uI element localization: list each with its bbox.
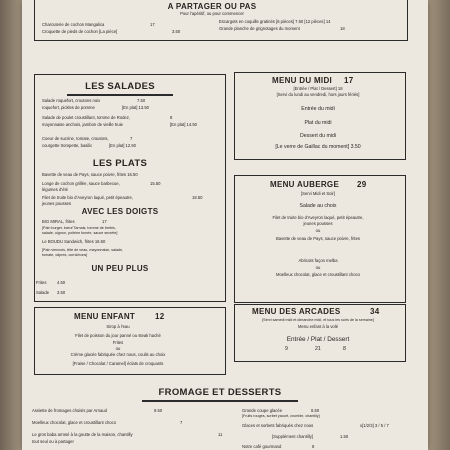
menu-note: [Pain viennois, tête de veau, mayonnaise, salade, (42, 248, 124, 252)
menu-line: tout seul ou à partager (32, 439, 74, 444)
menu-price: 8 (170, 115, 173, 120)
menu-price: 4.50 (57, 280, 66, 285)
menu-price: [En plat] 12.50 (109, 143, 137, 148)
menu-price: 3.50 (57, 290, 66, 295)
menu-or: ou (315, 228, 321, 233)
menu-price: 7.50 (137, 98, 146, 103)
menu-item: Abricots façon melba (298, 258, 338, 263)
menu-line: Frites (36, 280, 47, 285)
menu-line: Coeur de sucrine, tomate, croutons, (42, 136, 109, 141)
menu-line: Le BOUDU Sandwich, frites 16.50 (42, 239, 106, 244)
menu-price: 18.50 (192, 195, 203, 200)
auberge-price: 29 (357, 180, 367, 189)
menu-price: x[1/2/3] 3 / 5 / 7 (360, 423, 389, 428)
midi-title: MENU DU MIDI (272, 76, 333, 85)
menu-item: jeunes pousses (303, 221, 333, 226)
salades-title: LES SALADES (85, 81, 155, 92)
menu-line: Glaces et sorbets fabriqués chez nous (242, 423, 314, 428)
menu-price: 17 (102, 219, 107, 224)
menu-line: Salade roquefort, croutons noix (42, 98, 101, 103)
menu-price: 17 (150, 22, 155, 27)
menu-item: Frites (112, 340, 124, 345)
menu-line: Croquette de pieds de cochon [La pièce] (42, 29, 118, 34)
menu-note: [Servi du lundi au vendredi, hors jours fériés] (276, 92, 360, 97)
menu-line: Moelleux chocolat, glace et croustillant choco (32, 420, 117, 425)
menu-price: 9 (285, 346, 288, 352)
menu-sheet (22, 0, 428, 450)
menu-note: tomate, câpres, cornichons] (42, 253, 88, 257)
menu-line: Escargots en coquille gratinés [6 pièces] 7.50 [12 pièces] 14 (219, 19, 331, 24)
menu-price: 3.50 (172, 29, 181, 34)
menu-line: Charcuterie de cochon Mangalica (42, 22, 105, 27)
menu-price: 9.50 (154, 408, 163, 413)
auberge-title: MENU AUBERGE (270, 180, 340, 189)
menu-line: jeunes pousses (42, 201, 72, 206)
menu-price: 8 (343, 346, 346, 352)
menu-or: ou (115, 346, 121, 351)
menu-item: Crème glacée fabriquée chez nous, coulis au choix (70, 352, 166, 357)
enfant-price: 12 (155, 312, 165, 321)
menu-line: courgette trompette, basilic (42, 143, 93, 148)
title-underline (142, 400, 298, 402)
menu-price: 8 (312, 444, 315, 449)
menu-line: Le gros baba arrosé à la goutte de la maison, chantilly (32, 432, 133, 437)
menu-price: 7 (130, 136, 133, 141)
menu-item: Sirop à l'eau (106, 324, 130, 329)
arcades-title: MENU DES ARCADES (252, 307, 341, 316)
menu-item: Entrée du midi (301, 106, 335, 112)
menu-line: légumes d'été (42, 187, 68, 192)
menu-item: [Le verre de Gaillac du moment] 3.50 (275, 144, 361, 150)
enfant-title: MENU ENFANT (74, 312, 136, 321)
table-edge-right (428, 0, 450, 450)
plats-title: LES PLATS (92, 158, 148, 169)
menu-note: salade, oignon, poitrine fumée, sauce secrète] (42, 231, 118, 235)
title-underline (67, 94, 173, 96)
menu-note: [Fruits rouges, sorbet yaourt, crumble, chantilly] (242, 414, 320, 418)
menu-line: Grande planche de grignotages du moment (219, 26, 300, 31)
table-edge-left (0, 0, 22, 450)
menu-price: 18 (340, 26, 345, 31)
menu-price: [En plat] 14.50 (170, 122, 198, 127)
fromage-title: FROMAGE ET DESSERTS (158, 387, 282, 398)
menu-item: Filet de truite bio d'Aveyron laqué, petit épeautre, (272, 215, 364, 220)
menu-line: Filet de truite bio d'Aveyron laqué, petit épeautre, (42, 195, 134, 200)
menu-item: Plat du midi (304, 120, 332, 126)
menu-price: 1.50 (340, 434, 349, 439)
menu-note: [Supplément chantilly] (272, 434, 313, 439)
menu-item: Dessert du midi (299, 133, 337, 139)
midi-price: 17 (344, 76, 354, 85)
menu-item: Salade au choix (299, 203, 337, 209)
menu-line: Salade (36, 290, 50, 295)
menu-price: 15.50 (150, 181, 161, 186)
menu-price: 21 (315, 346, 321, 352)
arcades-price: 34 (370, 307, 380, 316)
menu-line: Assiette de fromages choisis par Arnaud (32, 408, 107, 413)
menu-item: Moelleux chocolat, glace et croustillant choco (275, 272, 361, 277)
menu-note: Menu enfant à la volé (297, 324, 339, 329)
menu-item: Filet de poisson du jour panné ou steak haché (75, 333, 161, 338)
menu-line: Notre café gourmand (242, 444, 282, 449)
menu-price: 11 (218, 432, 223, 437)
menu-note: [Pain burger, bœuf Tarnais, tomme de brebis, (42, 226, 116, 230)
plus-title: UN PEU PLUS (91, 264, 149, 273)
menu-item: Bavette de veau de Pays, sauce poivre, frites (275, 236, 361, 241)
menu-item: [Fraise / Chocolat / Caramel] éclats de croquants (72, 361, 164, 366)
menu-price: 8.50 (311, 408, 320, 413)
menu-note: [Servi samedi midi et dimanche midi, et tous les soirs de la semaine] (262, 318, 374, 322)
partager-title: A PARTAGER OU PAS (167, 2, 257, 11)
menu-price: 7 (180, 420, 183, 425)
menu-line: Salade de poulet croustillant, tomme de Rodez, (42, 115, 130, 120)
menu-note: [Entrée / Plat / Dessert] 18 (293, 86, 343, 91)
menu-item: Entrée / Plat / Dessert (286, 336, 350, 343)
menu-line: mayonnaise anchois, jambon de vieille truie (42, 122, 124, 127)
partager-subtitle: Pour l'apéritif, ou pour commencer (180, 11, 244, 16)
menu-line: Grande coupe glacée (242, 408, 283, 413)
doigts-title: AVEC LES DOIGTS (81, 207, 159, 216)
menu-line: BIG MIRAL, frites (42, 219, 75, 224)
menu-note: [Servi Midi et Soir] (301, 191, 335, 196)
menu-line: Longe de cochon grillée, sauce barbecue, (42, 181, 120, 186)
menu-or: ou (315, 265, 321, 270)
menu-price: [En plat] 13.50 (122, 105, 150, 110)
menu-line: Bavette de veau de Pays, sauce poivre, frites 16.50 (42, 172, 138, 177)
menu-line: roquefort, pickles de pomme (42, 105, 95, 110)
